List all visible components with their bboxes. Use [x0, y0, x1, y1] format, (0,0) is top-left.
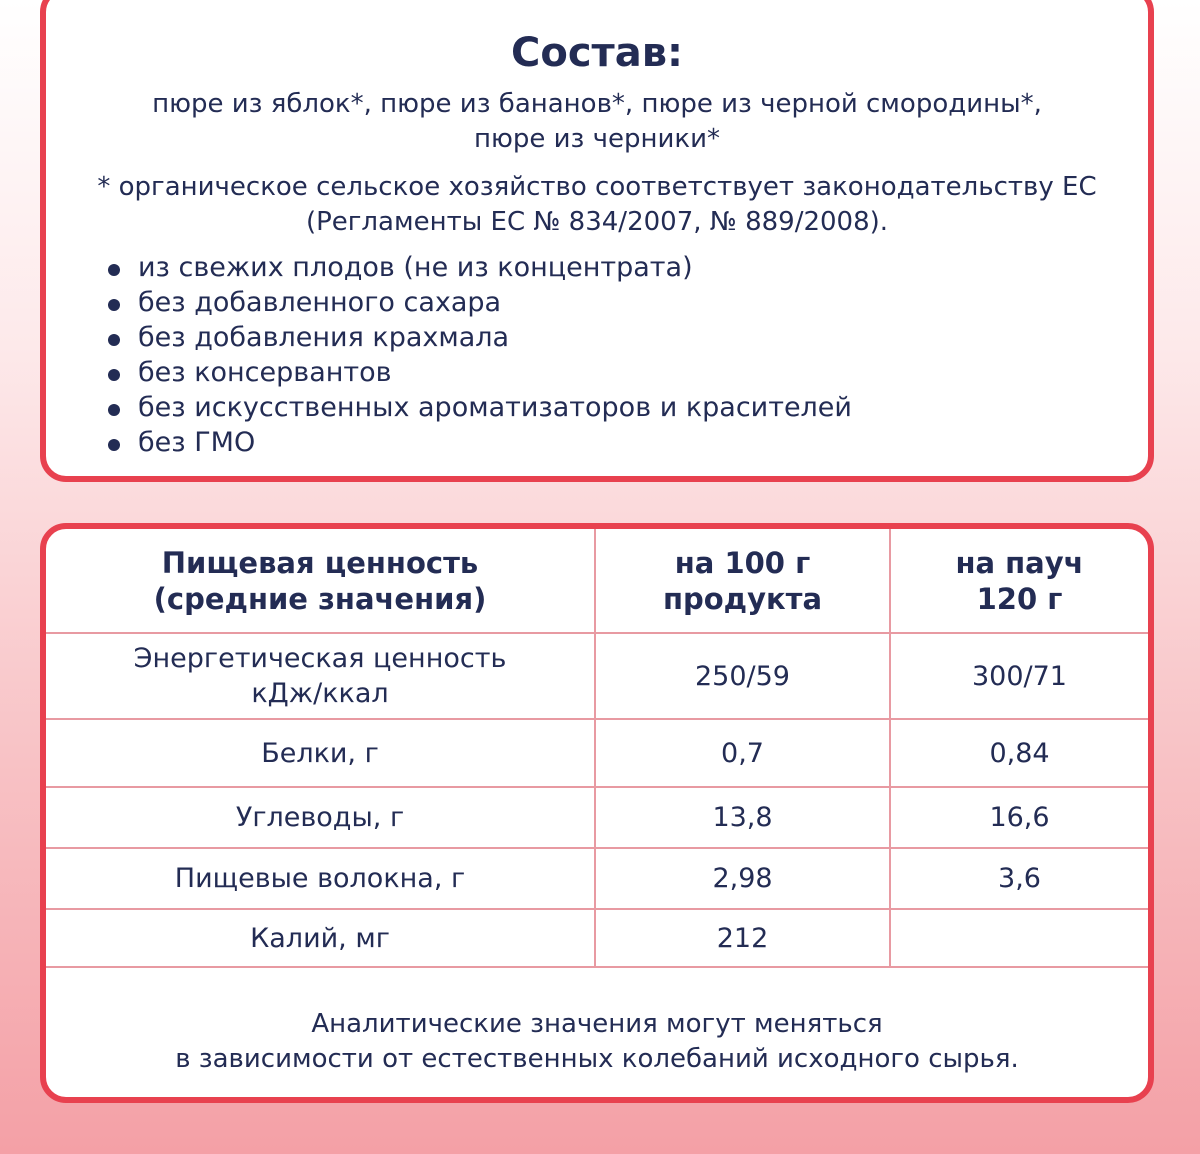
header-text: на пауч: [955, 545, 1084, 580]
table-row: [46, 909, 1148, 967]
nutrient-name: Углеводы, г: [46, 787, 595, 848]
bullet-icon: [108, 264, 120, 276]
feature-text: без добавления крахмала: [138, 322, 510, 353]
composition-title: Состав:: [510, 30, 684, 76]
table-row: [46, 848, 1148, 909]
header-text: продукта: [662, 581, 823, 616]
value-per-pouch: 3,6: [890, 848, 1148, 909]
value-per-100g: 0,7: [595, 719, 890, 787]
header-per-100g: [595, 529, 890, 633]
header-text: 120 г: [976, 581, 1063, 616]
header-per-pouch: [890, 529, 1148, 633]
value-per-pouch: 16,6: [890, 787, 1148, 848]
note-line-2: в зависимости от естественных колебаний исходного сырья.: [175, 1044, 1019, 1074]
feature-text: из свежих плодов (не из концентрата): [138, 252, 693, 283]
organic-footnote: [66, 170, 1128, 240]
list-item: [104, 250, 852, 285]
value-per-pouch: 0,84: [890, 719, 1148, 787]
bullet-icon: [108, 299, 120, 311]
header-text: (средние значения): [153, 581, 487, 616]
value-per-100g: 13,8: [595, 787, 890, 848]
list-item: [104, 390, 852, 425]
list-item: [104, 285, 852, 320]
value-per-100g: 212: [595, 909, 890, 967]
value-per-pouch: [890, 909, 1148, 967]
value-per-100g: 2,98: [595, 848, 890, 909]
table-row: [46, 787, 1148, 848]
table-row: [46, 719, 1148, 787]
composition-panel: [40, 0, 1154, 482]
table-header-row: [46, 529, 1148, 633]
list-item: [104, 320, 852, 355]
bullet-icon: [108, 334, 120, 346]
header-text: на 100 г: [674, 545, 811, 580]
list-item: [104, 355, 852, 390]
nutrient-name-line: кДж/ккал: [251, 678, 389, 709]
value-per-pouch: 300/71: [890, 633, 1148, 719]
note-line-1: Аналитические значения могут меняться: [311, 1009, 883, 1039]
footnote-line-1: * органическое сельское хозяйство соответствует законодательству ЕС: [97, 172, 1097, 202]
nutrient-name: Пищевые волокна, г: [46, 848, 595, 909]
header-nutrition-value: [46, 529, 595, 633]
feature-list: [104, 250, 852, 460]
nutrition-table: [46, 529, 1148, 968]
ingredients-text: [66, 87, 1128, 157]
analytical-note: [66, 1007, 1128, 1077]
nutrition-panel: [40, 523, 1154, 1103]
feature-text: без искусственных ароматизаторов и красителей: [138, 392, 852, 423]
bullet-icon: [108, 369, 120, 381]
bullet-icon: [108, 404, 120, 416]
nutrient-name-line: Энергетическая ценность: [133, 643, 507, 674]
feature-text: без консервантов: [138, 357, 392, 388]
list-item: [104, 425, 852, 460]
table-row: [46, 633, 1148, 719]
feature-text: без ГМО: [138, 427, 256, 458]
footnote-line-2: (Регламенты ЕС № 834/2007, № 889/2008).: [305, 207, 889, 237]
ingredients-line-2: пюре из черники*: [474, 124, 720, 154]
ingredients-line-1: пюре из яблок*, пюре из бананов*, пюре из черной смородины*,: [152, 89, 1042, 119]
feature-text: без добавленного сахара: [138, 287, 502, 318]
nutrient-name: Белки, г: [46, 719, 595, 787]
bullet-icon: [108, 439, 120, 451]
nutrient-name: Калий, мг: [46, 909, 595, 967]
value-per-100g: 250/59: [595, 633, 890, 719]
header-text: Пищевая ценность: [161, 545, 479, 580]
nutrient-name: [46, 633, 595, 719]
